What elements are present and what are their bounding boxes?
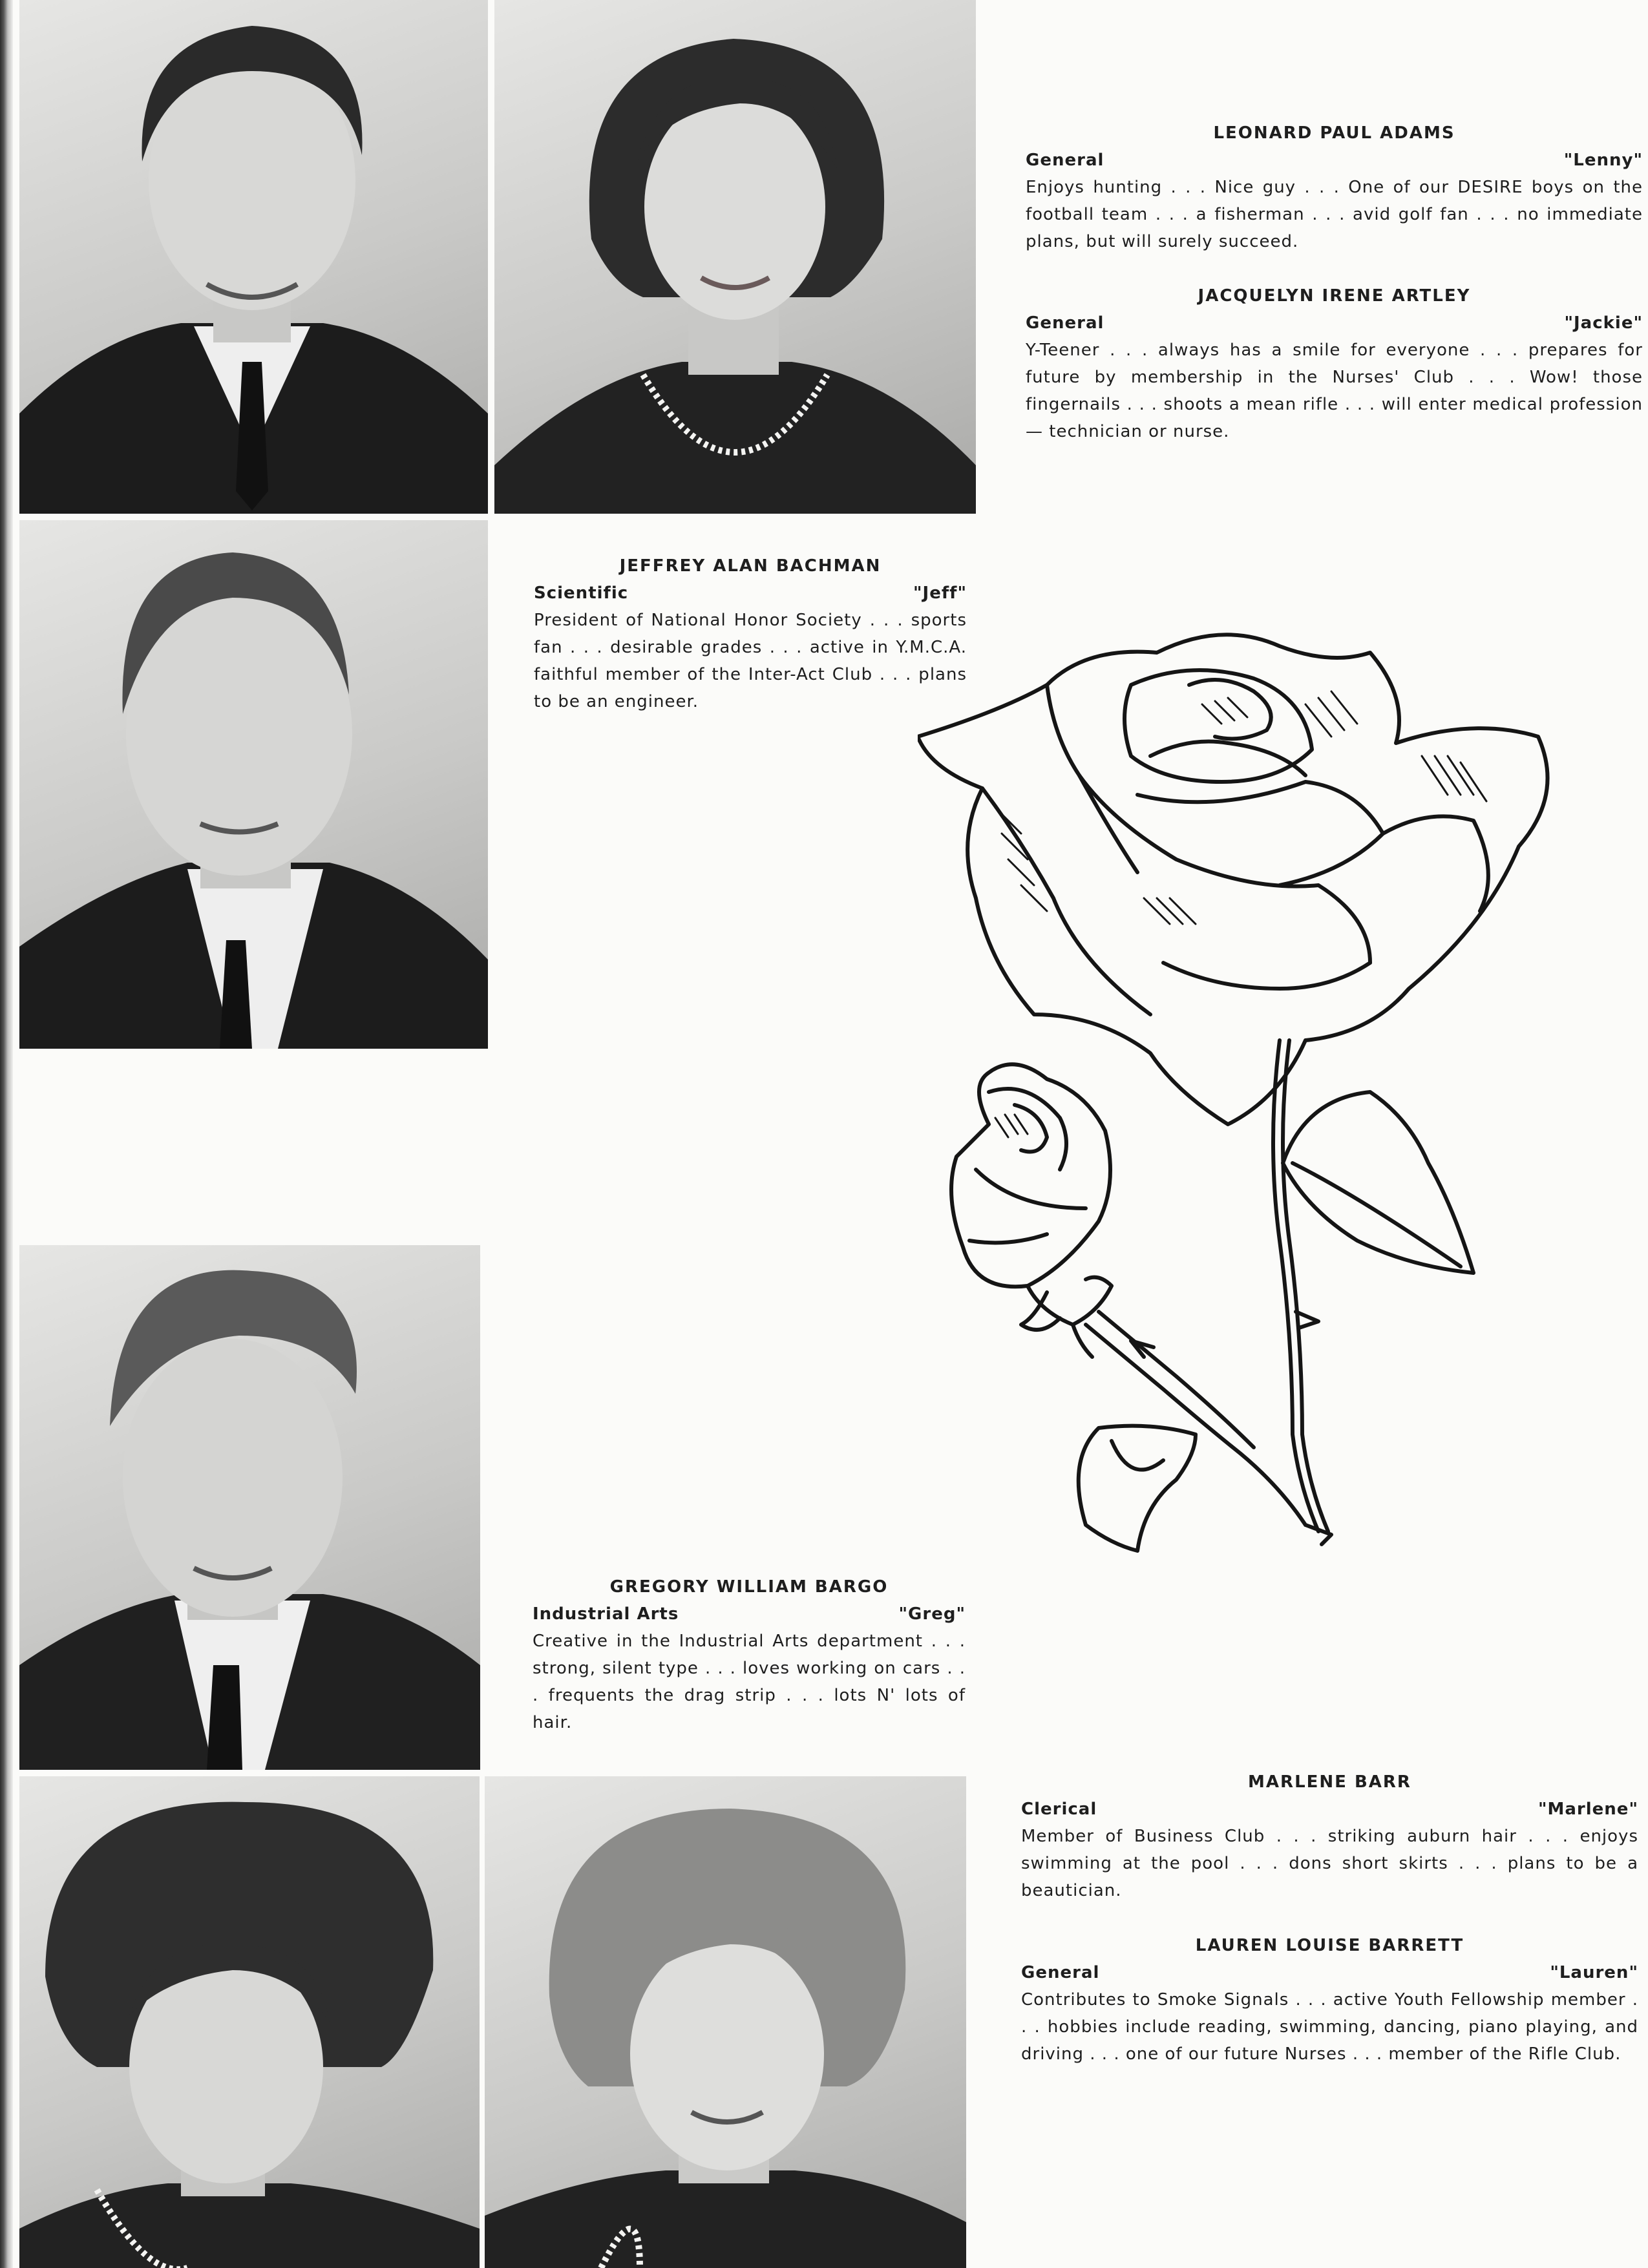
course-label: Clerical [1021, 1800, 1097, 1819]
senior-name: JEFFREY ALAN BACHMAN [619, 556, 882, 576]
bio-text: Member of Business Club . . . striking auburn hair . . . enjoys swimming at the pool . . . dons short skirts . . . plans to be a beautician. [1021, 1827, 1638, 1900]
rose-illustration [918, 627, 1583, 1706]
nickname: "Marlene" [1537, 1800, 1638, 1819]
bio-lauren-barrett [1021, 1932, 1638, 2068]
bio-leonard-adams [1026, 120, 1643, 255]
portrait-marlene-barr [19, 1776, 480, 2268]
course-label: General [1026, 151, 1104, 170]
bio-gregory-bargo [533, 1573, 966, 1736]
senior-name: MARLENE BARR [1248, 1772, 1411, 1792]
bio-jeffrey-bachman [534, 552, 967, 715]
course-label: General [1021, 1963, 1100, 1982]
course-label: Scientific [534, 583, 629, 603]
bio-text: Enjoys hunting . . . Nice guy . . . One of our DESIRE boys on the football team . . . a fisherman . . . avid golf fan . . . no immediate plans, but will surely succeed. [1026, 178, 1643, 251]
bio-text: Y-Teener . . . always has a smile for everyone . . . prepares for future by membership in the Nurses' Club . . . Wow! those fingernails . . . shoots a mean rifle . . . will enter medical profession — technician or nurse. [1026, 341, 1643, 441]
portrait-jeffrey-bachman [19, 520, 488, 1049]
bio-marlene-barr [1021, 1769, 1638, 1904]
portrait-lauren-barrett [485, 1776, 966, 2268]
senior-name: LEONARD PAUL ADAMS [1213, 123, 1455, 143]
nickname: "Jeff" [913, 583, 967, 603]
nickname: "Lenny" [1563, 151, 1643, 170]
portrait-leonard-adams [19, 0, 488, 514]
senior-name: GREGORY WILLIAM BARGO [609, 1577, 889, 1597]
bio-jacquelyn-artley [1026, 282, 1643, 445]
portrait-jacquelyn-artley [494, 0, 976, 514]
course-label: Industrial Arts [533, 1604, 679, 1624]
bio-text: Creative in the Industrial Arts department . . . strong, silent type . . . loves working on cars . . . frequents the drag strip . . . lots N' lots of hair. [533, 1632, 966, 1732]
bio-text: Contributes to Smoke Signals . . . active Youth Fellowship member . . . hobbies include reading, swimming, dancing, piano playing, and driving . . . one of our future Nurses . . . member of the Rifle Club. [1021, 1990, 1638, 2064]
nickname: "Lauren" [1550, 1963, 1638, 1982]
page-binding-edge [0, 0, 13, 2268]
nickname: "Greg" [898, 1604, 966, 1624]
course-label: General [1026, 313, 1104, 333]
bio-text: President of National Honor Society . . . sports fan . . . desirable grades . . . active in Y.M.C.A. faithful member of the Inter-Act Club . . . plans to be an engineer. [534, 611, 967, 711]
senior-name: LAUREN LOUISE BARRETT [1195, 1936, 1464, 1955]
nickname: "Jackie" [1564, 313, 1643, 333]
portrait-gregory-bargo [19, 1245, 480, 1770]
senior-name: JACQUELYN IRENE ARTLEY [1198, 286, 1471, 306]
